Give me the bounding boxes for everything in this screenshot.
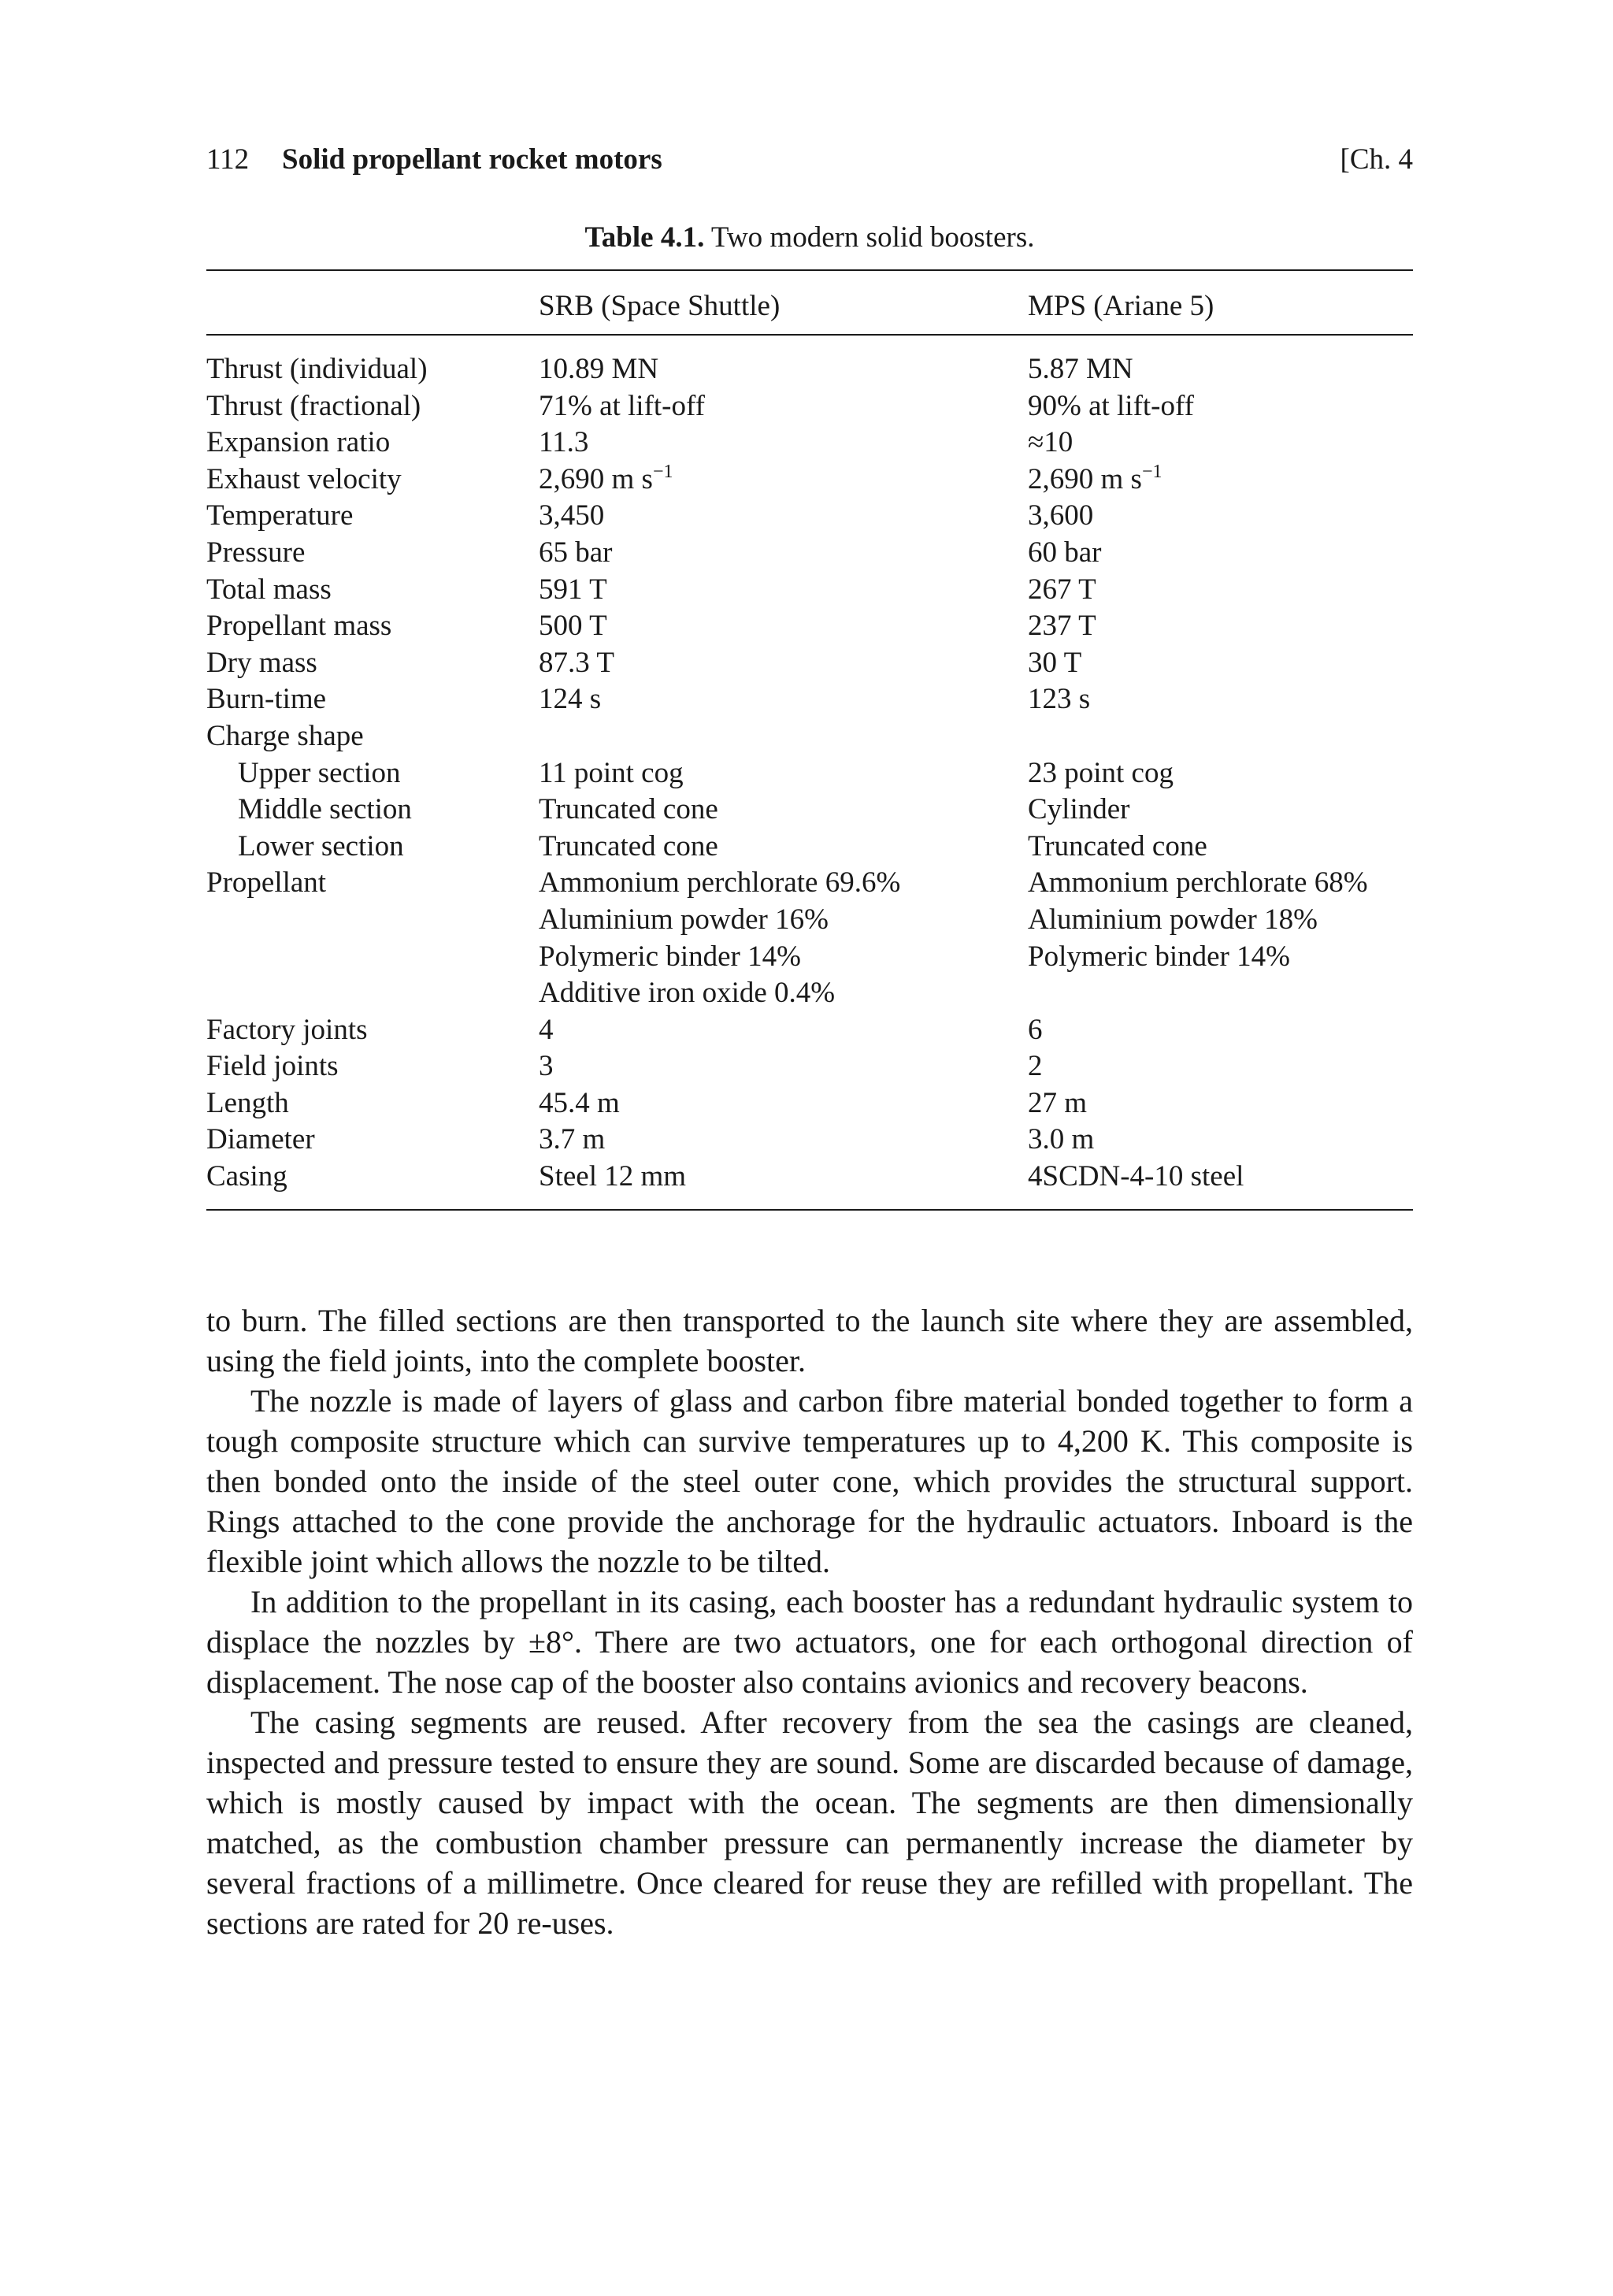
- mps-value-text: Aluminium powder 18%: [1028, 903, 1318, 936]
- srb-value-text: 3,450: [539, 499, 605, 532]
- srb-value-text: Additive iron oxide 0.4%: [539, 977, 836, 1010]
- row-label: Propellant: [206, 866, 327, 899]
- srb-value: [539, 1085, 620, 1122]
- mps-value-text: Cylinder: [1028, 793, 1130, 826]
- mps-value-text: 2,690 m s: [1028, 462, 1142, 495]
- mps-value-text: 30 T: [1028, 646, 1082, 679]
- srb-value-text: 87.3 T: [539, 646, 614, 679]
- mps-value: [1028, 572, 1096, 609]
- table-row: [0, 718, 1613, 755]
- row-label: Middle section: [238, 793, 412, 826]
- row-label: Exhaust velocity: [206, 462, 402, 495]
- row-label: Thrust (fractional): [206, 389, 421, 422]
- table-row: [0, 425, 1613, 462]
- row-label: Lower section: [238, 829, 404, 862]
- mps-value-text: 23 point cog: [1028, 756, 1174, 789]
- mps-value: [1028, 1122, 1094, 1159]
- mps-value: [1028, 1159, 1244, 1196]
- row-label: Total mass: [206, 573, 332, 606]
- paragraph-hydraulics: In addition to the propellant in its casing, each booster has a redundant hydraulic system to displace the nozzles by ±8°. There are two actuators, one for each orthogonal direction of displacement. The nose cap of the booster also contains avionics and recovery beacons.: [206, 1584, 1413, 1700]
- table-row: [0, 498, 1613, 535]
- row-label: Diameter: [206, 1123, 315, 1156]
- row-label: Temperature: [206, 499, 354, 532]
- mps-value-text: 5.87 MN: [1028, 353, 1133, 385]
- srb-value-text: 45.4 m: [539, 1086, 620, 1119]
- table-row: [0, 681, 1613, 718]
- table-row: [0, 1085, 1613, 1122]
- mps-unit-exponent: −1: [1141, 461, 1162, 482]
- row-label: Field joints: [206, 1050, 339, 1083]
- srb-value: [539, 681, 601, 718]
- srb-value-text: 2,690 m s: [539, 462, 653, 495]
- table-caption-text: Two modern solid boosters.: [710, 221, 1035, 254]
- mps-value-text: 60 bar: [1028, 536, 1102, 569]
- table-body: [0, 351, 1613, 1196]
- mps-value-text: 6: [1028, 1013, 1043, 1046]
- srb-value: [539, 1122, 605, 1159]
- srb-value: [539, 462, 673, 499]
- mps-value: [1028, 865, 1368, 902]
- mps-value: [1028, 425, 1073, 462]
- table-row: [0, 829, 1613, 866]
- table-top-rule: [206, 269, 1413, 271]
- mps-value: [1028, 608, 1096, 645]
- row-label: Upper section: [238, 756, 401, 789]
- srb-value-text: Truncated cone: [539, 793, 718, 826]
- srb-value-text: 11.3: [539, 426, 589, 459]
- mps-value: [1028, 645, 1081, 682]
- mps-value: [1028, 792, 1129, 829]
- srb-value: [539, 939, 801, 976]
- mps-value-text: 267 T: [1028, 573, 1096, 606]
- mps-value-text: 90% at lift-off: [1028, 389, 1194, 422]
- table-bottom-rule: [206, 1209, 1413, 1211]
- srb-value: [539, 535, 613, 572]
- table-row: [0, 645, 1613, 682]
- mps-value: [1028, 681, 1090, 718]
- srb-value-text: 71% at lift-off: [539, 389, 705, 422]
- mps-value-text: Polymeric binder 14%: [1028, 940, 1290, 973]
- mps-value-text: 27 m: [1028, 1086, 1088, 1119]
- table-row: [0, 388, 1613, 425]
- srb-value: [539, 829, 718, 866]
- table-caption: [206, 218, 1413, 258]
- srb-value: [539, 388, 705, 425]
- row-label: Burn-time: [206, 683, 327, 716]
- mps-value: [1028, 939, 1290, 976]
- body-text: [206, 1300, 1413, 1943]
- mps-value: [1028, 1048, 1043, 1085]
- srb-value: [539, 755, 684, 792]
- row-label: Charge shape: [206, 719, 364, 752]
- mps-value-text: 4SCDN-4-10 steel: [1028, 1160, 1244, 1193]
- srb-value-text: 10.89 MN: [539, 353, 659, 385]
- table-row: [0, 462, 1613, 499]
- paragraph-continuation: to burn. The filled sections are then transported to the launch site where they are assembled, using the field joints, into the complete booster.: [206, 1303, 1413, 1378]
- table-row: [0, 755, 1613, 792]
- srb-value-text: Truncated cone: [539, 829, 718, 862]
- row-label: Thrust (individual): [206, 353, 428, 385]
- table-row: [0, 1012, 1613, 1049]
- srb-value: [539, 1159, 686, 1196]
- table-caption-label: Table 4.1.: [584, 221, 705, 254]
- mps-value-text: 237 T: [1028, 610, 1096, 643]
- paragraph-nozzle: The nozzle is made of layers of glass and carbon fibre material bonded together to form a tough composite structure which can survive temperatures up to 4,200 K. This composite is then bonded onto the inside of the steel outer cone, which provides the structural support. Rings attached to the cone provide the anchorage for the hydraulic actuators. Inboard is the flexible joint which allows the nozzle to be tilted.: [206, 1383, 1413, 1579]
- row-label: Dry mass: [206, 646, 317, 679]
- mps-value: [1028, 462, 1162, 499]
- mps-value: [1028, 388, 1194, 425]
- table-row: [0, 535, 1613, 572]
- srb-value-text: 65 bar: [539, 536, 613, 569]
- table-header-rule: [206, 334, 1413, 336]
- table-header-mps: MPS (Ariane 5): [1028, 290, 1214, 322]
- mps-value-text: Ammonium perchlorate 68%: [1028, 866, 1368, 899]
- mps-value-text: 123 s: [1028, 683, 1091, 716]
- table-row: [0, 1048, 1613, 1085]
- table-row: [0, 902, 1613, 939]
- srb-value: [539, 645, 614, 682]
- srb-value-text: 500 T: [539, 610, 607, 643]
- srb-value-text: 124 s: [539, 683, 602, 716]
- mps-value-text: Truncated cone: [1028, 829, 1207, 862]
- row-label: Propellant mass: [206, 610, 392, 643]
- row-label: Length: [206, 1086, 289, 1119]
- srb-value-text: 591 T: [539, 573, 607, 606]
- table-header-row: [0, 287, 1613, 326]
- srb-value-text: Steel 12 mm: [539, 1160, 687, 1193]
- row-label: Pressure: [206, 536, 306, 569]
- mps-value: [1028, 535, 1102, 572]
- table-row: [0, 1122, 1613, 1159]
- mps-value-text: 3,600: [1028, 499, 1094, 532]
- srb-value: [539, 865, 900, 902]
- paragraph-casing-reuse: The casing segments are reused. After recovery from the sea the casings are cleaned, inspected and pressure tested to ensure they are sound. Some are discarded because of damage, which is mostly caused by impact with the ocean. The segments are then dimensionally matched, as the combustion chamber pressure can permanently increase the diameter by several fractions of a millimetre. Once cleared for reuse they are refilled with propellant. The sections are rated for 20 re-uses.: [206, 1704, 1413, 1941]
- chapter-reference: [Ch. 4: [1340, 143, 1413, 176]
- row-label: Casing: [206, 1160, 287, 1193]
- srb-value-text: 3.7 m: [539, 1123, 606, 1156]
- srb-value-text: 3: [539, 1050, 554, 1083]
- srb-value: [539, 902, 829, 939]
- srb-value: [539, 425, 588, 462]
- mps-value-text: ≈10: [1028, 426, 1073, 459]
- table-header-srb: SRB (Space Shuttle): [539, 290, 781, 322]
- mps-value: [1028, 1085, 1087, 1122]
- mps-value: [1028, 351, 1133, 388]
- srb-value: [539, 608, 607, 645]
- srb-value: [539, 792, 718, 829]
- mps-value: [1028, 829, 1207, 866]
- mps-value: [1028, 1012, 1043, 1049]
- srb-value-text: 11 point cog: [539, 756, 684, 789]
- mps-value: [1028, 498, 1093, 535]
- srb-value-text: Ammonium perchlorate 69.6%: [539, 866, 901, 899]
- row-label: Expansion ratio: [206, 426, 391, 459]
- mps-value-text: 3.0 m: [1028, 1123, 1095, 1156]
- row-label: Factory joints: [206, 1013, 368, 1046]
- srb-value-text: Polymeric binder 14%: [539, 940, 801, 973]
- chapter-title: Solid propellant rocket motors: [282, 143, 662, 176]
- srb-value: [539, 351, 658, 388]
- table-row: [0, 792, 1613, 829]
- table-row: [0, 975, 1613, 1012]
- srb-value: [539, 572, 607, 609]
- table-row: [0, 1159, 1613, 1196]
- table-row: [0, 351, 1613, 388]
- srb-value-text: 4: [539, 1013, 554, 1046]
- page-number: 112: [206, 143, 250, 176]
- mps-value: [1028, 902, 1318, 939]
- table-row: [0, 865, 1613, 902]
- mps-value: [1028, 755, 1174, 792]
- srb-value-text: Aluminium powder 16%: [539, 903, 829, 936]
- table-row: [0, 572, 1613, 609]
- running-head: [206, 140, 1413, 180]
- srb-unit-exponent: −1: [652, 461, 673, 482]
- mps-value-text: 2: [1028, 1050, 1043, 1083]
- srb-value: [539, 498, 604, 535]
- srb-value: [539, 1012, 554, 1049]
- table-row: [0, 608, 1613, 645]
- srb-value: [539, 975, 835, 1012]
- table-row: [0, 939, 1613, 976]
- srb-value: [539, 1048, 554, 1085]
